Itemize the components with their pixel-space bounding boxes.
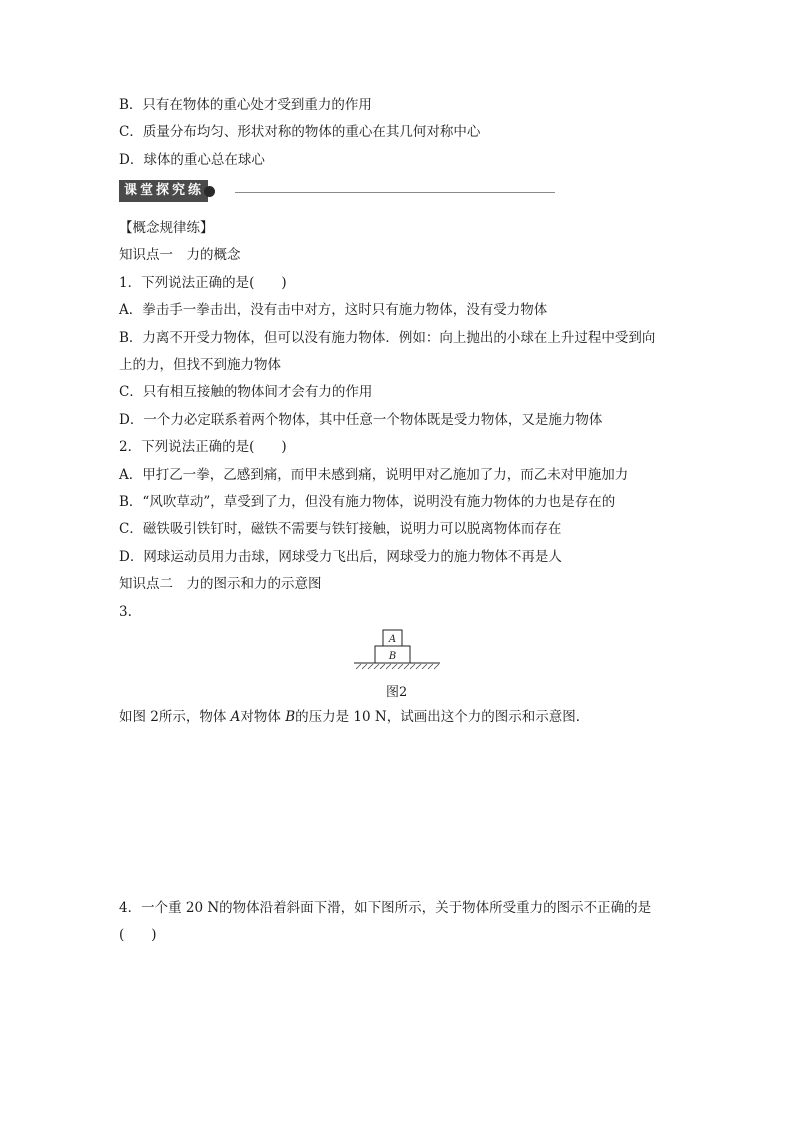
figure-caption: 图2 [386,685,408,700]
section-banner [119,180,215,202]
option-d-gravity: D．球体的重心总在球心 [119,152,265,168]
question-3-number: 3. [119,604,132,620]
banner-dot-icon [204,186,215,197]
q3-text-c: 的压力是 10 N，试画出这个力的图示和示意图． [295,709,590,725]
knowledge-point-1: 知识点一 力的概念 [119,247,241,263]
q3-var-a: A [230,709,241,725]
q3-var-b: B [285,709,296,725]
q1-option-a: A．拳击手一拳击出，没有击中对方，这时只有施力物体，没有受力物体 [119,302,548,318]
banner-rule [235,192,555,193]
question-1: 1．下列说法正确的是( ) [119,275,287,291]
q2-option-b: B．“风吹草动”，草受到了力，但没有施力物体，说明没有施力物体的力也是存在的 [119,494,616,510]
q1-option-c: C．只有相互接触的物体间才会有力的作用 [119,384,373,400]
q2-option-c: C．磁铁吸引铁钉时，磁铁不需要与铁钉接触，说明力可以脱离物体而存在 [119,521,562,537]
subsection-heading: 【概念规律练】 [119,220,214,236]
question-4-cont: ( ) [119,927,157,943]
q1-option-d: D．一个力必定联系着两个物体，其中任意一个物体既是受力物体，又是施力物体 [119,412,603,428]
q3-text-a: 如图 2所示，物体 [119,709,231,725]
q1-option-b-cont: 上的力，但找不到施力物体 [119,357,281,373]
figure-2-blocks [352,626,442,674]
option-b-gravity: B．只有在物体的重心处才受到重力的作用 [119,97,372,113]
block-b-label: B [388,651,397,662]
knowledge-point-2: 知识点二 力的图示和力的示意图 [119,576,322,592]
question-4: 4．一个重 20 N的物体沿着斜面下滑，如下图所示，关于物体所受重力的图示不正确的是 [119,900,652,916]
q2-option-d: D．网球运动员用力击球，网球受力飞出后，网球受力的施力物体不再是人 [119,549,562,565]
block-a-label: A [388,634,397,645]
q3-text-b: 对物体 [240,709,286,725]
banner-label: 课堂探究练 [119,180,208,202]
ground-hatching [356,664,439,669]
question-2: 2．下列说法正确的是( ) [119,439,287,455]
q1-option-b: B．力离不开受力物体，但可以没有施力物体．例如：向上抛出的小球在上升过程中受到向 [119,330,656,346]
q2-option-a: A．甲打乙一拳，乙感到痛，而甲未感到痛，说明甲对乙施加了力，而乙未对甲施加力 [119,467,629,483]
option-c-gravity: C．质量分布均匀、形状对称的物体的重心在其几何对称中心 [119,124,481,140]
question-3-text [119,708,589,726]
